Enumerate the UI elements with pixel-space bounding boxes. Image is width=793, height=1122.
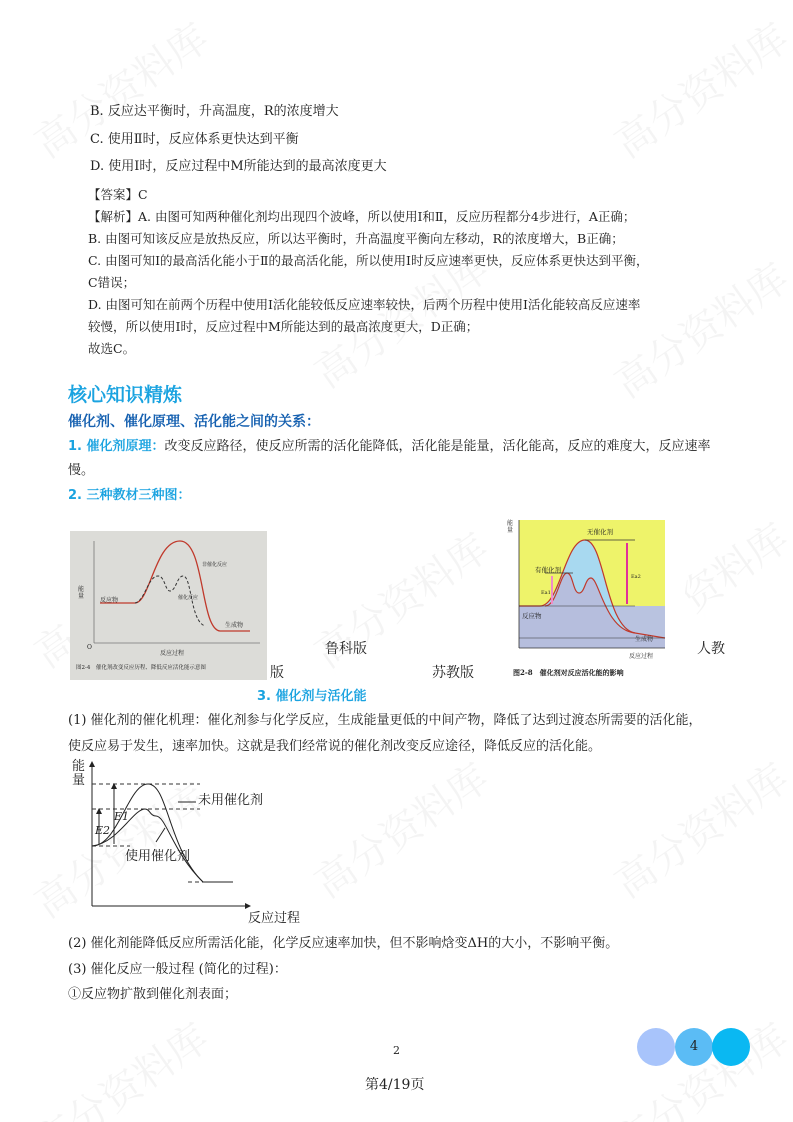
label-sujiao: 苏教版 (432, 665, 474, 681)
option-c: C. 使用Ⅱ时，反应体系更快达到平衡 (90, 132, 299, 147)
analysis-line: C错误； (88, 275, 136, 290)
point1-cont: 慢。 (68, 463, 95, 478)
uncat-label: 非催化反应 (202, 562, 228, 568)
origin-label: O (87, 644, 92, 651)
reactant-label: 反应物 (100, 597, 119, 604)
energy-line-diagram (68, 758, 318, 930)
cat-label: 催化反应 (178, 595, 199, 601)
analysis-line: 【解析】A. 由图可知两种催化剂均出现四个波峰，所以使用Ⅰ和Ⅱ，反应历程都分4步进行，A正确； (88, 209, 636, 224)
watermark (602, 748, 793, 909)
paragraph-2: (2) 催化剂能降低反应所需活化能，化学反应速率加快，但不影响焓变ΔH的大小，不影响平衡。 (68, 936, 619, 951)
uncat-label: 无催化剂 (587, 528, 613, 536)
ea2-label: Ea2 (631, 574, 641, 580)
point3-title: 3. 催化剂与活化能 (257, 689, 367, 704)
option-d: D. 使用Ⅰ时，反应过程中M所能达到的最高浓度更大 (90, 159, 387, 174)
subtitle: 催化剂、催化原理、活化能之间的关系： (68, 414, 320, 430)
y-axis-label: 量 (72, 773, 86, 788)
paragraph-1b: 使反应易于发生，速率加快。这就是我们经常说的催化剂改变反应途径，降低反应的活化能。 (68, 739, 602, 754)
cat-label: 有催化剂 (535, 566, 561, 574)
cat-label: 使用催化剂 (125, 849, 191, 864)
watermark (602, 248, 793, 409)
ea1-label: Ea1 (541, 590, 551, 596)
page-badge: 4 (675, 1028, 713, 1066)
product-label: 生成物 (225, 622, 244, 629)
figure-caption: 图2-4 催化剂改变反应历程、降低反应活化能示意图 (76, 665, 206, 671)
uncat-label: 未用催化剂 (198, 793, 264, 808)
answer: 【答案】C (88, 187, 148, 202)
reactant-label: 反应物 (522, 612, 542, 620)
label-renjiao: 人教 (697, 641, 725, 657)
analysis-line: C. 由图可知Ⅰ的最高活化能小于Ⅱ的最高活化能，所以使用Ⅰ时反应速率更快，反应体系更快达到平衡， (88, 253, 649, 268)
decor-circle (637, 1028, 675, 1066)
figure-activation-energy (68, 758, 318, 930)
e1-label: E1 (114, 810, 130, 823)
paragraph-1a: (1) 催化剂的催化机理：催化剂参与化学反应，生成能量更低的中间产物，降低了达到过渡态所需要的活化能， (68, 713, 702, 728)
decor-circle (712, 1028, 750, 1066)
page-label: 第4/19页 (365, 1077, 425, 1093)
analysis-line: 故选C。 (88, 341, 136, 356)
y-axis-label: 能量 (78, 586, 85, 600)
option-b: B. 反应达平衡时，升高温度，R的浓度增大 (90, 104, 339, 119)
figure-renjiao (505, 518, 685, 680)
y-axis-label: 能量 (507, 520, 514, 534)
x-axis-label: 反应过程 (248, 911, 301, 926)
point1-label: 1. 催化剂原理： (68, 439, 165, 454)
label-ban: 版 (270, 665, 284, 681)
point2-label: 2. 三种教材三种图： (68, 488, 191, 503)
analysis-line: B. 由图可知该反应是放热反应，所以达平衡时，升高温度平衡向左移动，R的浓度增大，B正确； (88, 231, 624, 246)
section-title: 核心知识精炼 (68, 384, 183, 406)
figure-lukeban (70, 531, 267, 680)
e2-label: E2 (95, 824, 111, 837)
y-axis-label: 能 (72, 759, 86, 774)
analysis-line: D. 由图可知在前两个历程中使用Ⅰ活化能较低反应速率较快，后两个历程中使用Ⅰ活化能较高反应速率 (88, 297, 641, 312)
analysis-line: 较慢，所以使用Ⅰ时，反应过程中M所能达到的最高浓度更大，D正确； (88, 319, 479, 334)
paragraph-4: ①反应物扩散到催化剂表面； (68, 987, 238, 1002)
label-luke: 鲁科版 (325, 641, 367, 657)
watermark (22, 1008, 219, 1122)
page-number: 2 (393, 1044, 400, 1057)
watermark (602, 8, 793, 169)
watermark (302, 748, 499, 909)
paragraph-3: (3) 催化反应一般过程 (简化的过程)： (68, 962, 287, 977)
x-axis-label: 反应过程 (629, 653, 654, 660)
x-axis-label: 反应过程 (160, 650, 185, 657)
point1-text: 改变反应路径，使反应所需的活化能降低，活化能是能量，活化能高，反应的难度大，反应速率 (164, 439, 711, 454)
figure-caption: 图2-8 催化剂对反应活化能的影响 (513, 668, 624, 677)
product-label: 生成物 (635, 636, 654, 643)
